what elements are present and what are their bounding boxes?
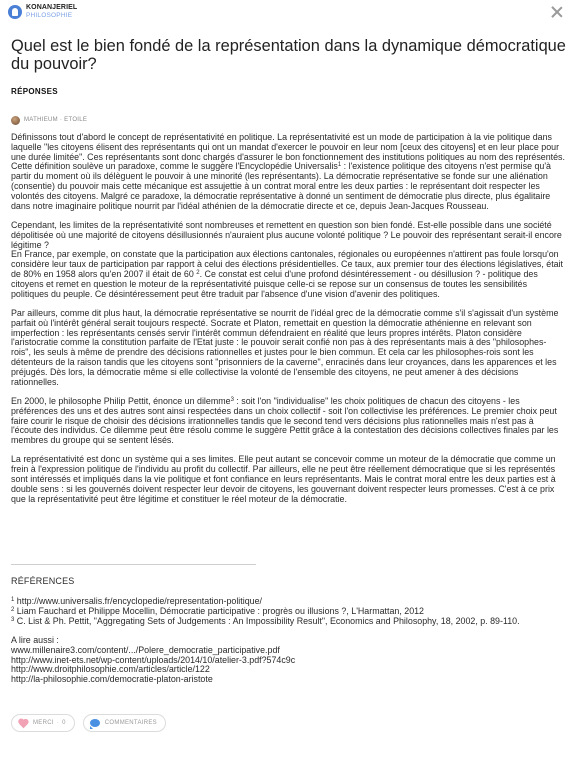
reference-number: 1 [11, 597, 15, 603]
brand[interactable] [26, 4, 77, 20]
answer-paragraph [11, 250, 565, 299]
reference-number: 3 [11, 616, 15, 623]
separator: · [56, 720, 60, 726]
close-icon[interactable] [550, 5, 564, 19]
answer-paragraph [11, 397, 565, 446]
brand-name: KONANJERIEL [26, 4, 78, 11]
question-title: Quel est le bien fondé de la représentation dans la dynamique démocratique du pouvoir? [11, 37, 566, 73]
reference-text: C. List & Ph. Pettit, "Aggregating Sets of Judgements : An Impossibility Result", Economics and Philosophy, 18, 2002, p. 89-110. [14, 615, 520, 626]
answer-text: Cependant, les limites de la représentativité sont nombreuses et remettent en question son bien fondé. Est-elle possible dans une société dépolitisée où une majorité de citoyens désillusionnés n'auraient plus aucune volonté politique ? Le pouvoir des représentant serait-il encore légitime ? [11, 219, 562, 250]
reference-link[interactable]: http://www.inet-ets.net/wp-content/uploads/2014/10/atelier-3.pdf?574c9c [11, 654, 296, 665]
author-name[interactable]: MATHIEUM · ETOILE [24, 117, 88, 123]
answer-author[interactable] [11, 115, 87, 125]
answer-paragraph [11, 221, 565, 250]
footnote-ref: 3 [230, 396, 234, 403]
thanks-label: MERCI [33, 720, 54, 726]
answer-body [11, 133, 565, 504]
answers-heading: RÉPONSES [11, 87, 58, 96]
references-list [11, 597, 541, 685]
answer-paragraph: La représentativité est donc un système qui a ses limites. Elle peut autant se concevoir comme un moteur de la démocratie que comme un frein à l'expression politique de l'individu au profit du collectif. Par ailleurs, elle ne peut être réellement démocratique que si les représentés sont intéressés et impliqués dans la vie politique et font confiance en leurs représentants. Mais le contrat moral entre les deux parties est à double sens : si les gouvernés doivent respecter leur devoir de citoyens, les gouvernant doivent respecter leurs promesses. C'est à ce prix que la représentativité peut être légitime et constituer le réel moteur de la démocratie. [11, 454, 556, 504]
references-heading: RÉFÉRENCES [11, 576, 75, 586]
answer-text: En 2000, le philosophe Philip Pettit, énonce un dilemme [11, 395, 231, 406]
divider [11, 564, 256, 565]
answer-paragraph [11, 133, 565, 211]
comments-button[interactable] [83, 714, 166, 732]
thanks-count: 0 [62, 720, 66, 726]
answer-text: . Ce constat est celui d'une profond désintéressement - ou désillusion ? - politique des citoyens et remet en question le moteur de la représentativité puisque celle-ci se repose sur un consensus de toutes les sensibilités politiques du peuple. Ce désintéressement peut être traduit par l'absence d'une vision d'avenir des politiques. [11, 268, 538, 299]
top-bar [0, 0, 576, 26]
avatar[interactable] [11, 116, 20, 125]
answer-text: : l'existence politique des citoyens n'est permise qu'à partir du moment où ils délèguent le pouvoir à une minorité (les représentants). La démocratie représentative se fonde sur une aliénation (consentie) du pouvoir mais cette mécanique est assujettie à un contrat moral entre les deux parties : le représentant doit respecter les volontés des citoyens. Malgré ce paradoxe, la démocratie représentative à donné un sentiment de démocratie plus directe, plus égalitaire dans notre imaginaire politique nourrit par l'idéal athénien de la démocratie directe et ce, depuis Jean-Jacques Rousseau. [11, 161, 551, 211]
logo-icon[interactable] [8, 5, 22, 19]
brand-subtitle: PHILOSOPHIE [26, 12, 73, 19]
thanks-button[interactable] [11, 714, 75, 732]
reference-item [11, 617, 541, 627]
reference-link[interactable]: www.millenaire3.com/content/.../Polere_democratie_participative.pdf [11, 644, 280, 655]
reference-link[interactable]: http://www.droitphilosophie.com/articles/article/122 [11, 664, 210, 675]
answer-paragraph: Par ailleurs, comme dit plus haut, la démocratie représentative se nourrit de l'idéal grec de la démocratie comme s'il s'agissait d'un système parfait où l'intérêt général serait toujours respecté. Socrate et Platon, remettait en question la démocratie athénienne en relevant son imperfection : les représentants censés servir l'intérêt commun défendraient en réalité que leurs propres intérêts. Platon considère l'aristocratie comme la constitution parfaite de l'Etat juste : le pouvoir serait confié non pas à des représentants mais à des "philosophes-rois", les seuls à même de prendre des décisions rationnelles et justes pour le bien commun. Et cela car les philosophes-rois sont les détenteurs de la raison tandis que les citoyens sont "prisonniers de la caverne", enracinés dans leur croyances, dans les apparences et les préjugés. Dès lors, la démocratie même si elle collectivise la volonté de l'ensemble des citoyens, ne peut amener à des décisions rationnelles. [11, 307, 559, 387]
comment-bubble-icon [90, 719, 100, 727]
reference-text[interactable]: http://www.universalis.fr/encyclopedie/representation-politique/ [14, 596, 262, 606]
footnote-ref: 2 [196, 269, 200, 276]
heart-icon [18, 719, 28, 728]
reference-text: Liam Fauchard et Philippe Mocellin, Démocratie participative : progrès ou illusions ?, L'Harmattan, 2012 [14, 605, 424, 616]
footnote-ref: 1 [337, 162, 342, 169]
answer-text: En France, par exemple, on constate que la participation aux élections cantonales, régionales ou européennes n'attirent pas foule lorsqu'on considère leur taux de participation par rapport à celui des élections présidentielles. Ce taux, aux premier tour des élections législatives, était de 80% en 1958 alors qu'en 2007 il était de 60 [11, 249, 564, 279]
reference-number: 2 [11, 606, 15, 613]
comments-label: COMMENTAIRES [104, 720, 157, 726]
answer-text: : soit l'on "individualise" les choix politiques de chacun des citoyens - les préférences des uns et des autres sont ainsi respectées dans un choix collectif - soit l'on collectivise les préférences. Le premier choix peut faire courir le risque de choisir des décisions irrationnelles tandis que le second tend vers décisions plus rationnelles mais n'est pas à l'écoute des individus. Ce dilemme peut être résolu comme le suggère Pettit grâce à la contestation des décisions collectives finales par les membres du groupe qui se sentent lésés. [11, 395, 559, 446]
reference-link[interactable]: http://la-philosophie.com/democratie-platon-aristote [11, 674, 213, 685]
answer-text: Définissons tout d'abord le concept de représentativité en politique. La représentativité est un mode de participation à la vie politique dans laquelle "les citoyens élisent des représentants qui ont un mandat d'exercer le pouvoir en leur nom [ceux des citoyens] et en leur place pour une durée limitée". Ces représentants sont donc chargés d'assurer le bon fonctionnement des institutions politiques au nom des représentés. Cette définition soulève un paradoxe, comme le suggère l'Encyclopédie Universalis [11, 132, 565, 172]
answer-actions [11, 714, 166, 732]
see-also-label: A lire aussi : [11, 634, 59, 645]
